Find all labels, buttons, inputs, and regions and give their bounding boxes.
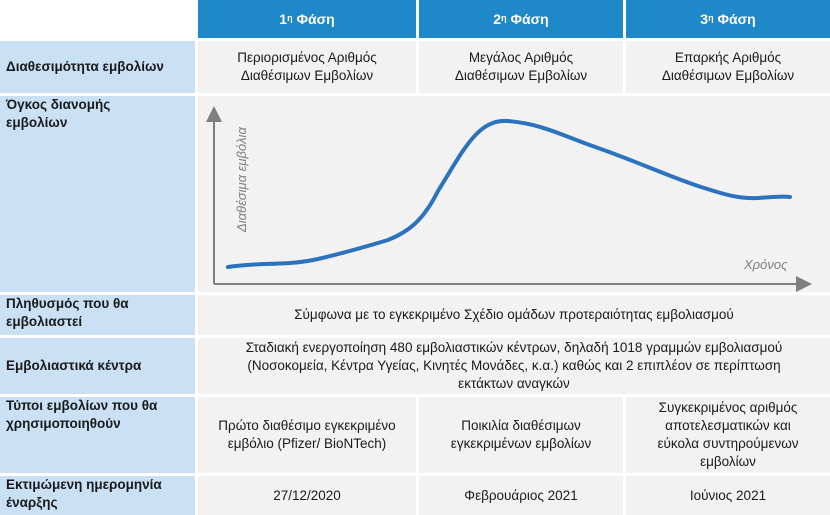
start-phase-1 <box>198 476 416 515</box>
availability-label-text: Διαθεσιμότητα εμβολίων <box>6 59 164 74</box>
availability-phase-3-line-1: Επαρκής Αριθμός <box>674 50 782 65</box>
availability-phase-2-line-1: Μεγάλος Αριθμός <box>468 50 574 65</box>
population-label-line-1: Πληθυσμός που θα <box>6 296 129 311</box>
types-phase-2-line-2: εγκεκριμένων εμβολίων <box>450 436 592 451</box>
volume-label <box>0 96 195 292</box>
population-value <box>198 295 830 335</box>
types-phase-3 <box>626 397 830 473</box>
phase-2-num: 2 <box>493 11 502 27</box>
population-value-text: Σύμφωνα με το εγκεκριμένο Σχέδιο ομάδων προτεραιότητας εμβολιασμού <box>294 307 734 322</box>
phase-1-word: Φάση <box>296 11 335 27</box>
phase-3-sup: η <box>708 13 714 23</box>
start-phase-3-text: Ιούνιος 2021 <box>689 487 767 503</box>
types-phase-3-line-3: εύκολα συντηρούμενων <box>657 436 799 451</box>
types-phase-3-line-1: Συγκεκριμένος αριθμός <box>658 400 798 415</box>
availability-phase-1-line-1: Περιορισμένος Αριθμός <box>237 50 377 65</box>
x-axis-label: Χρόνος <box>744 257 788 272</box>
centers-value-line-3: εκτάκτων αναγκών <box>458 376 570 391</box>
volume-chart-cell <box>198 96 830 292</box>
start-phase-3 <box>626 476 830 515</box>
volume-label-line-2: εμβολίων <box>6 115 68 130</box>
types-phase-2-line-1: Ποικιλία διαθέσιμων <box>461 418 581 433</box>
availability-phase-3 <box>626 41 830 93</box>
phase-1-num: 1 <box>279 11 288 27</box>
types-phase-3-line-4: εμβολίων <box>700 454 756 469</box>
centers-label-text: Εμβολιαστικά κέντρα <box>6 358 142 373</box>
phase-2-sup: η <box>501 13 507 23</box>
phase-3-num: 3 <box>700 11 709 27</box>
start-phase-2 <box>419 476 623 515</box>
availability-curve <box>228 121 790 267</box>
phase-3-word: Φάση <box>717 11 756 27</box>
start-phase-1-text: 27/12/2020 <box>273 487 341 503</box>
types-phase-2 <box>419 397 623 473</box>
types-label-line-2: χρησιμοποιηθούν <box>6 416 121 431</box>
population-label-line-2: εμβολιαστεί <box>6 314 83 329</box>
availability-label <box>0 41 195 93</box>
y-axis-label: Διαθέσιμα εμβόλια <box>234 127 249 232</box>
availability-curve-diagram <box>198 96 830 292</box>
phase-1-sup: η <box>287 13 293 23</box>
start-label <box>0 476 195 515</box>
types-label-line-1: Τύποι εμβολίων που θα <box>6 398 158 413</box>
centers-label <box>0 338 195 394</box>
types-phase-1 <box>198 397 416 473</box>
availability-phase-2 <box>419 41 623 93</box>
centers-value-line-1: Σταδιακή ενεργοποίηση 480 εμβολιαστικών κέντρων, δηλαδή 1018 γραμμών εμβολιασμού <box>245 340 783 355</box>
availability-phase-3-line-2: Διαθέσιμων Εμβολίων <box>661 68 795 83</box>
start-label-line-1: Εκτιμώμενη ημερομηνία <box>6 477 162 492</box>
types-label <box>0 397 195 473</box>
phase-3-header <box>626 0 830 38</box>
start-label-line-2: έναρξης <box>6 495 58 510</box>
phase-1-header <box>198 0 416 38</box>
phase-2-header <box>419 0 623 38</box>
availability-phase-2-line-2: Διαθέσιμων Εμβολίων <box>454 68 588 83</box>
centers-value <box>198 338 830 394</box>
types-phase-1-line-2: εμβόλιο (Pfizer/ BioNTech) <box>227 436 387 451</box>
types-phase-1-line-1: Πρώτο διαθέσιμο εγκεκριμένο <box>218 418 396 433</box>
centers-value-line-2: (Νοσοκομεία, Κέντρα Υγείας, Κινητές Μονάδες, κ.α.) καθώς και 2 επιπλέον σε περίπτωση <box>247 358 781 373</box>
types-phase-3-line-2: αποτελεσματικών και <box>665 418 791 433</box>
phase-2-word: Φάση <box>510 11 549 27</box>
availability-phase-1 <box>198 41 416 93</box>
volume-label-line-1: Όγκος διανομής <box>6 97 111 112</box>
population-label <box>0 295 195 335</box>
availability-phase-1-line-2: Διαθέσιμων Εμβολίων <box>240 68 374 83</box>
start-phase-2-text: Φεβρουάριος 2021 <box>464 487 578 503</box>
